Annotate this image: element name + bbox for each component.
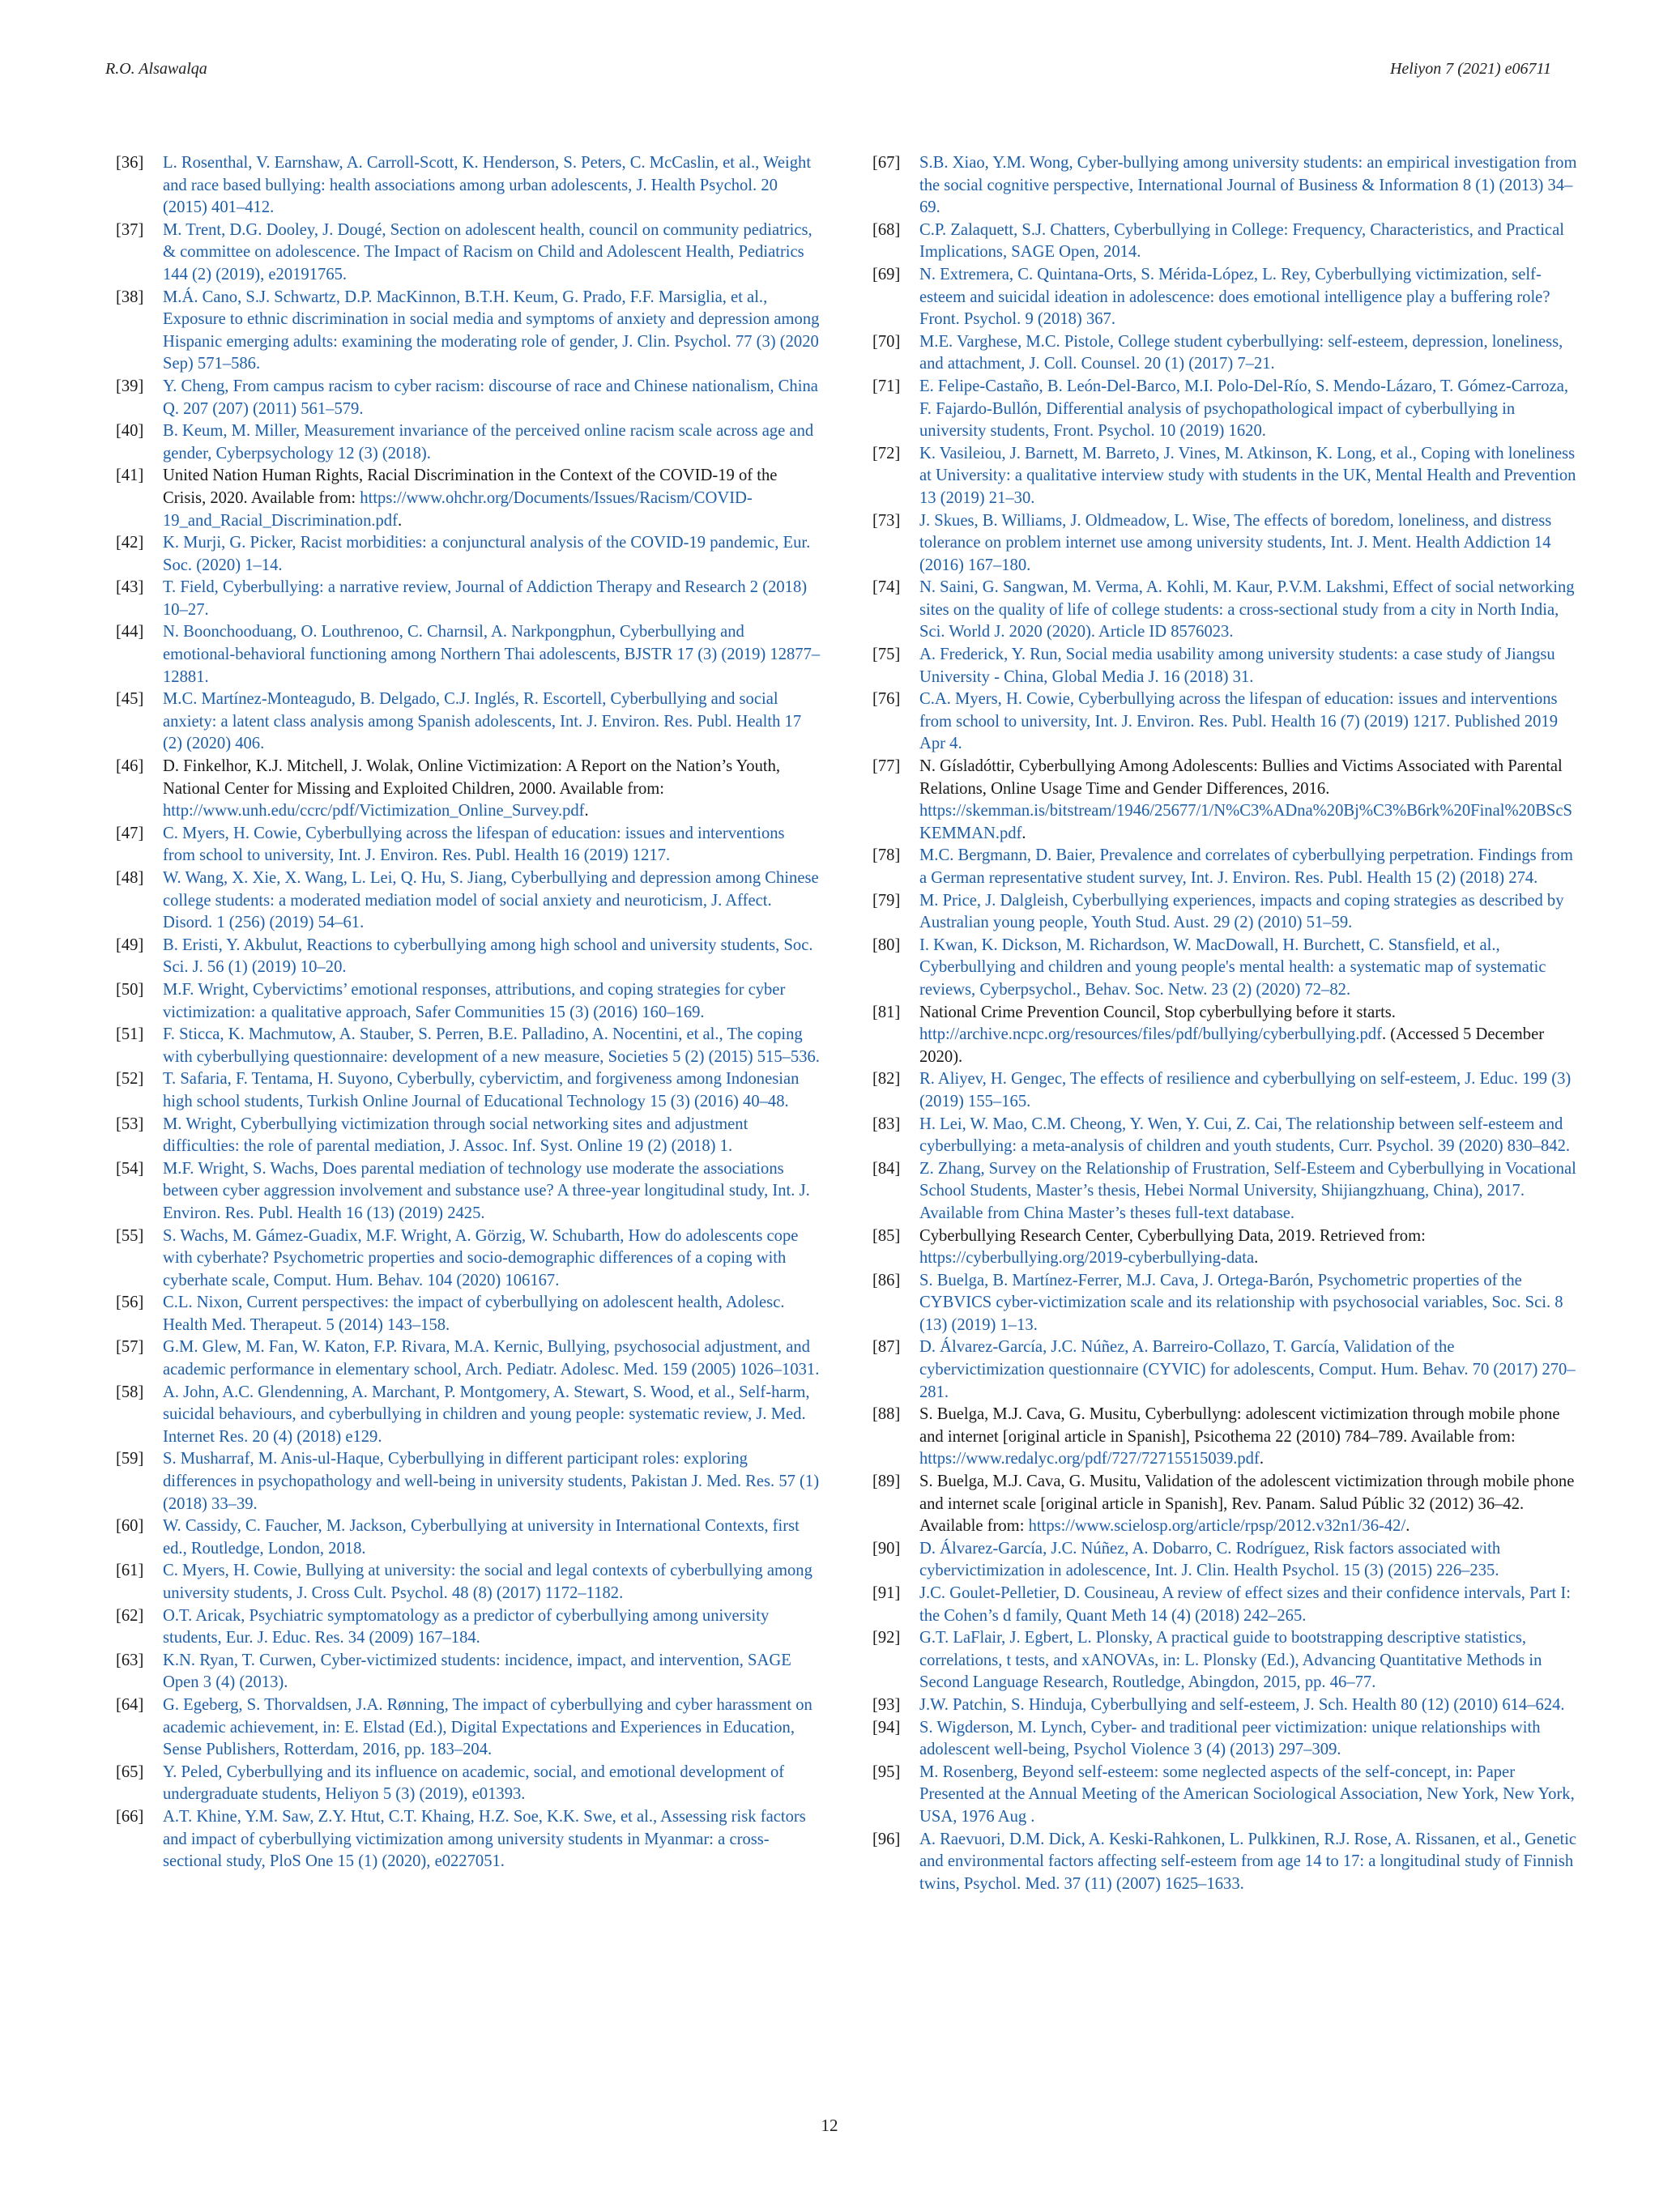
reference-text bbox=[919, 1829, 1577, 1896]
reference-citation[interactable]: S. Buelga, B. Martínez-Ferrer, M.J. Cava, J. Ortega-Barón, Psychometric properties of the CYBVICS cyber-victimization scale and its relationship with psychosocial variables, Soc. Sci. 8 (13) (2019) 1–13. bbox=[919, 1271, 1563, 1334]
reference-item[interactable] bbox=[872, 688, 1577, 756]
reference-item[interactable] bbox=[872, 1829, 1577, 1896]
reference-number: [41] bbox=[116, 467, 144, 485]
reference-citation[interactable]: W. Cassidy, C. Faucher, M. Jackson, Cyberbullying at university in International Contexts, first ed., Routledge, London, 2018. bbox=[163, 1517, 800, 1558]
reference-number: [65] bbox=[116, 1762, 144, 1781]
reference-number: [52] bbox=[116, 1070, 144, 1089]
reference-number: [73] bbox=[872, 511, 901, 530]
reference-text bbox=[919, 1404, 1577, 1471]
page-number: 12 bbox=[821, 2116, 838, 2135]
reference-citation[interactable]: M. Price, J. Dalgleish, Cyberbullying experiences, impacts and coping strategies as described by Australian young people, Youth Stud. Aust. 29 (2) (2010) 51–59. bbox=[919, 891, 1564, 932]
reference-number: [87] bbox=[872, 1338, 901, 1357]
reference-text bbox=[163, 1336, 821, 1381]
reference-item[interactable] bbox=[116, 1448, 821, 1515]
reference-number: [83] bbox=[872, 1115, 901, 1133]
reference-item[interactable] bbox=[116, 1560, 821, 1605]
reference-number: [51] bbox=[116, 1025, 144, 1044]
reference-item[interactable] bbox=[116, 1336, 821, 1381]
reference-item[interactable] bbox=[116, 1694, 821, 1762]
reference-item[interactable] bbox=[872, 1068, 1577, 1113]
reference-text bbox=[919, 688, 1577, 756]
reference-text bbox=[919, 890, 1577, 935]
reference-citation[interactable]: K.N. Ryan, T. Curwen, Cyber-victimized students: incidence, impact, and intervention, SAGE Open 3 (4) (2013). bbox=[163, 1651, 791, 1692]
reference-number: [81] bbox=[872, 1003, 901, 1021]
reference-number: [60] bbox=[116, 1517, 144, 1536]
reference-number: [57] bbox=[116, 1338, 144, 1357]
reference-number: [62] bbox=[116, 1606, 144, 1625]
reference-citation[interactable]: J.W. Patchin, S. Hinduja, Cyberbullying and self-esteem, J. Sch. Health 80 (12) (2010) 614–624. bbox=[919, 1695, 1565, 1714]
reference-number: [68] bbox=[872, 220, 901, 239]
reference-number: [88] bbox=[872, 1405, 901, 1424]
reference-text bbox=[163, 1515, 821, 1560]
reference-item[interactable] bbox=[116, 867, 821, 935]
reference-citation[interactable]: C.L. Nixon, Current perspectives: the impact of cyberbullying on adolescent health, Adolesc. Health Med. Therapeut. 5 (2014) 143–158. bbox=[163, 1294, 785, 1334]
reference-item[interactable] bbox=[116, 219, 821, 287]
reference-citation[interactable]: A. John, A.C. Glendenning, A. Marchant, P. Montgomery, A. Stewart, S. Wood, et al., Self-harm, suicidal behaviours, and cyberbullying in children and young people: systematic review, J. Med. Internet Res. 20 (4) (2018) e129. bbox=[163, 1383, 810, 1446]
reference-item[interactable] bbox=[872, 219, 1577, 264]
reference-number: [69] bbox=[872, 265, 901, 283]
reference-tail: . bbox=[397, 511, 403, 530]
reference-item[interactable] bbox=[872, 443, 1577, 510]
reference-citation[interactable]: M. Wright, Cyberbullying victimization through social networking sites and adjustment difficulties: the role of parental mediation, J. Assoc. Inf. Syst. Online 19 (2) (2018) 1. bbox=[163, 1115, 748, 1156]
reference-number: [91] bbox=[872, 1584, 901, 1602]
reference-number: [84] bbox=[872, 1159, 901, 1178]
reference-citation[interactable]: C. Myers, H. Cowie, Bullying at university: the social and legal contexts of cyberbullying among university students, J. Cross Cult. Psychol. 48 (8) (2017) 1172–1182. bbox=[163, 1562, 812, 1602]
reference-url-link[interactable]: http://archive.ncpc.org/resources/files/pdf/bullying/cyberbullying.pdf bbox=[919, 1025, 1382, 1044]
reference-citation: National Crime Prevention Council, Stop cyberbullying before it starts. bbox=[919, 1003, 1396, 1021]
reference-citation[interactable]: M.F. Wright, S. Wachs, Does parental mediation of technology use moderate the associations between cyber aggression involvement and substance use? A three-year longitudinal study, Int. J. Environ. Res. Publ. Health 16 (13) (2019) 2425. bbox=[163, 1159, 810, 1222]
reference-item[interactable] bbox=[872, 1114, 1577, 1158]
reference-citation[interactable]: C.A. Myers, H. Cowie, Cyberbullying across the lifespan of education: issues and interventions from school to university, Int. J. Environ. Res. Publ. Health 16 (7) (2019) 1217. Published 2019 Apr 4. bbox=[919, 690, 1559, 753]
reference-citation[interactable]: S. Musharraf, M. Anis-ul-Haque, Cyberbullying in different participant roles: exploring differences in psychopathology and well-being in university students, Pakistan J. Med. Res. 57 (1) (2018) 33–39. bbox=[163, 1450, 820, 1513]
reference-item[interactable] bbox=[116, 688, 821, 756]
reference-number: [78] bbox=[872, 846, 901, 865]
reference-citation: D. Finkelhor, K.J. Mitchell, J. Wolak, Online Victimization: A Report on the Nation’s Youth, National Center for Missing and Exploited Children, 2000. Available from: bbox=[163, 757, 781, 798]
reference-citation[interactable]: S. Wigderson, M. Lynch, Cyber- and traditional peer victimization: unique relationships with adolescent well-being, Psychol Violence 3 (4) (2013) 297–309. bbox=[919, 1718, 1541, 1759]
reference-number: [39] bbox=[116, 377, 144, 395]
reference-text bbox=[163, 420, 821, 465]
reference-item[interactable] bbox=[116, 1292, 821, 1336]
reference-citation[interactable]: D. Álvarez-García, J.C. Núñez, A. Barreiro-Collazo, T. García, Validation of the cybervictimization questionnaire (CYVIC) for adolescents, Comput. Hum. Behav. 70 (2017) 270–281. bbox=[919, 1338, 1576, 1401]
reference-citation[interactable]: G.M. Glew, M. Fan, W. Katon, F.P. Rivara, M.A. Kernic, Bullying, psychosocial adjustment, and academic performance in elementary school, Arch. Pediatr. Adolesc. Med. 159 (2005) 1026–1031. bbox=[163, 1338, 820, 1379]
reference-text bbox=[919, 1627, 1577, 1694]
reference-number: [71] bbox=[872, 377, 901, 395]
reference-number: [59] bbox=[116, 1450, 144, 1468]
reference-item[interactable] bbox=[872, 264, 1577, 331]
reference-citation[interactable]: C.P. Zalaquett, S.J. Chatters, Cyberbullying in College: Frequency, Characteristics, and Practical Implications, SAGE Open, 2014. bbox=[919, 220, 1564, 262]
reference-text bbox=[163, 1694, 821, 1762]
reference-citation[interactable]: O.T. Aricak, Psychiatric symptomatology as a predictor of cyberbullying among university students, Eur. J. Educ. Res. 34 (2009) 167–184. bbox=[163, 1606, 770, 1647]
reference-item[interactable] bbox=[116, 532, 821, 577]
reference-item[interactable] bbox=[872, 1583, 1577, 1627]
reference-citation: S. Buelga, M.J. Cava, G. Musitu, Validation of the adolescent victimization through mobile phone and internet scale [original article in Spanish], Rev. Panam. Salud Públic 32 (2012) 36–42. Available from: bbox=[919, 1473, 1575, 1536]
reference-text bbox=[919, 331, 1577, 376]
header-author: R.O. Alsawalqa bbox=[105, 60, 207, 78]
reference-number: [94] bbox=[872, 1718, 901, 1737]
reference-item[interactable] bbox=[872, 890, 1577, 935]
reference-citation[interactable]: M.C. Martínez-Monteagudo, B. Delgado, C.J. Inglés, R. Escortell, Cyberbullying and social anxiety: a latent class analysis among Spanish adolescents, Int. J. Environ. Res. Publ. Health 17 (2) (2020) 406. bbox=[163, 690, 802, 753]
reference-number: [92] bbox=[872, 1629, 901, 1647]
reference-item[interactable] bbox=[872, 644, 1577, 688]
reference-text bbox=[163, 935, 821, 979]
reference-text bbox=[163, 1158, 821, 1225]
reference-number: [93] bbox=[872, 1695, 901, 1714]
reference-text bbox=[163, 688, 821, 756]
reference-text bbox=[919, 376, 1577, 443]
reference-item[interactable] bbox=[116, 1225, 821, 1293]
reference-number: [75] bbox=[872, 646, 901, 664]
reference-citation[interactable]: Z. Zhang, Survey on the Relationship of Frustration, Self-Esteem and Cyberbullying in Vocational School Students, Master’s thesis, Hebei Normal University, Shijiangzhuang, China), 2017. Available from China Master’s theses full-text database. bbox=[919, 1159, 1576, 1222]
running-header bbox=[105, 60, 1551, 86]
reference-item bbox=[872, 756, 1577, 845]
reference-citation[interactable]: J. Skues, B. Williams, J. Oldmeadow, L. Wise, The effects of boredom, loneliness, and distress tolerance on problem internet use among university students, Int. J. Ment. Health Addiction 14 (2016) 167–180. bbox=[919, 511, 1552, 574]
reference-number: [74] bbox=[872, 578, 901, 597]
reference-citation[interactable]: K. Vasileiou, J. Barnett, M. Barreto, J. Vines, M. Atkinson, K. Long, et al., Coping with loneliness at University: a qualitative interview study with students in the UK, Mental Health and Prevention 13 (2019) 21–30. bbox=[919, 444, 1576, 507]
reference-item[interactable] bbox=[116, 1806, 821, 1873]
reference-text bbox=[919, 1471, 1577, 1538]
reference-text bbox=[919, 1694, 1577, 1717]
reference-citation[interactable]: A. Raevuori, D.M. Dick, A. Keski-Rahkonen, L. Pulkkinen, R.J. Rose, A. Rissanen, et al., Genetic and environmental factors affecting self-esteem from age 14 to 17: a longitudinal study of Finnish twins, Psychol. Med. 37 (11) (2007) 1625–1633. bbox=[919, 1830, 1577, 1893]
reference-citation[interactable]: M.E. Varghese, M.C. Pistole, College student cyberbullying: self-esteem, depression, loneliness, and attachment, J. Coll. Counsel. 20 (1) (2017) 7–21. bbox=[919, 332, 1563, 373]
reference-number: [72] bbox=[872, 444, 901, 462]
reference-item[interactable] bbox=[116, 420, 821, 465]
reference-text bbox=[163, 621, 821, 688]
reference-item[interactable] bbox=[872, 510, 1577, 578]
reference-tail: . bbox=[1254, 1249, 1259, 1268]
reference-text bbox=[163, 979, 821, 1024]
reference-item[interactable] bbox=[116, 621, 821, 688]
reference-text bbox=[163, 219, 821, 287]
reference-text bbox=[163, 1560, 821, 1605]
reference-citation[interactable]: B. Eristi, Y. Akbulut, Reactions to cyberbullying among high school and university students, Soc. Sci. J. 56 (1) (2019) 10–20. bbox=[163, 936, 813, 977]
reference-number: [61] bbox=[116, 1562, 144, 1580]
reference-number: [85] bbox=[872, 1226, 901, 1245]
reference-item[interactable] bbox=[116, 287, 821, 376]
reference-number: [86] bbox=[872, 1271, 901, 1289]
reference-citation[interactable]: E. Felipe-Castaño, B. León-Del-Barco, M.I. Polo-Del-Río, S. Mendo-Lázaro, T. Gómez-Carroza, F. Fajardo-Bullón, Differential analysis of psychopathological impact of cyberbullying in university students, Front. Psychol. 10 (2019) 1620. bbox=[919, 377, 1569, 441]
reference-citation[interactable]: T. Safaria, F. Tentama, H. Suyono, Cyberbully, cybervictim, and forgiveness among Indonesian high school students, Turkish Online Journal of Educational Technology 15 (3) (2016) 40–48. bbox=[163, 1070, 800, 1110]
reference-text bbox=[919, 1583, 1577, 1627]
reference-text bbox=[919, 1114, 1577, 1158]
reference-citation[interactable]: G.T. LaFlair, J. Egbert, L. Plonsky, A practical guide to bootstrapping descriptive statistics, correlations, t tests, and xANOVAs, in: L. Plonsky (Ed.), Advancing Quantitative Methods in Second Language Research, Routledge, Abingdon, 2015, pp. 46–77. bbox=[919, 1629, 1542, 1692]
reference-text bbox=[919, 935, 1577, 1002]
reference-text bbox=[919, 1336, 1577, 1404]
reference-number: [54] bbox=[116, 1159, 144, 1178]
reference-citation[interactable]: A.T. Khine, Y.M. Saw, Z.Y. Htut, C.T. Khaing, H.Z. Soe, K.K. Swe, et al., Assessing risk factors and impact of cyberbullying victimization among university students in Myanmar: a cross-sectional study, PloS One 15 (1) (2020), e0227051. bbox=[163, 1807, 806, 1871]
reference-text bbox=[919, 845, 1577, 889]
reference-text bbox=[163, 376, 821, 420]
reference-text bbox=[919, 152, 1577, 219]
reference-citation[interactable]: B. Keum, M. Miller, Measurement invariance of the perceived online racism scale across age and gender, Cyberpsychology 12 (3) (2018). bbox=[163, 422, 814, 462]
reference-item[interactable] bbox=[116, 1762, 821, 1806]
reference-citation[interactable]: A. Frederick, Y. Run, Social media usability among university students: a case study of Jiangsu University - China, Global Media J. 16 (2018) 31. bbox=[919, 646, 1555, 686]
reference-item[interactable] bbox=[872, 376, 1577, 443]
reference-item[interactable] bbox=[872, 1717, 1577, 1762]
reference-item[interactable] bbox=[872, 152, 1577, 219]
reference-url-link[interactable]: https://www.redalyc.org/pdf/727/72715515039.pdf bbox=[919, 1450, 1260, 1468]
reference-citation[interactable]: G. Egeberg, S. Thorvaldsen, J.A. Rønning, The impact of cyberbullying and cyber harassment on academic achievement, in: E. Elstad (Ed.), Digital Expectations and Experiences in Education, Sense Publishers, Rotterdam, 2016, pp. 183–204. bbox=[163, 1695, 812, 1759]
reference-text bbox=[163, 1806, 821, 1873]
reference-text bbox=[919, 264, 1577, 331]
reference-text bbox=[163, 1650, 821, 1694]
reference-number: [46] bbox=[116, 757, 144, 776]
reference-number: [44] bbox=[116, 623, 144, 641]
reference-citation[interactable]: M. Trent, D.G. Dooley, J. Dougé, Section on adolescent health, council on community pediatrics, & committee on adolescence. The Impact of Racism on Child and Adolescent Health, Pediatrics 144 (2) (2019), e20191765. bbox=[163, 220, 812, 283]
reference-text bbox=[163, 577, 821, 621]
reference-citation: S. Buelga, M.J. Cava, G. Musitu, Cyberbullyng: adolescent victimization through mobile phone and internet [original article in Spanish], Psicothema 22 (2010) 784–789. Available from: bbox=[919, 1405, 1560, 1446]
reference-item[interactable] bbox=[872, 1158, 1577, 1225]
reference-text bbox=[919, 1538, 1577, 1583]
reference-citation[interactable]: K. Murji, G. Picker, Racist morbidities: a conjunctural analysis of the COVID-19 pandemic, Eur. Soc. (2020) 1–14. bbox=[163, 534, 811, 574]
reference-item[interactable] bbox=[872, 1762, 1577, 1829]
reference-citation[interactable]: S.B. Xiao, Y.M. Wong, Cyber-bullying among university students: an empirical investigation from the social cognitive perspective, International Journal of Business & Information 8 (1) (2013) 34–69. bbox=[919, 154, 1577, 217]
reference-item[interactable] bbox=[116, 577, 821, 621]
reference-url-link[interactable]: https://www.scielosp.org/article/rpsp/2012.v32n1/36-42/ bbox=[1028, 1517, 1406, 1536]
reference-number: [95] bbox=[872, 1762, 901, 1781]
reference-text bbox=[919, 577, 1577, 644]
reference-number: [50] bbox=[116, 980, 144, 999]
reference-tail: . bbox=[1021, 824, 1026, 842]
reference-item[interactable] bbox=[116, 376, 821, 420]
reference-citation[interactable]: N. Boonchooduang, O. Louthrenoo, C. Charnsil, A. Narkpongphun, Cyberbullying and emotional-behavioral functioning among Northern Thai adolescents, BJSTR 17 (3) (2019) 12877–12881. bbox=[163, 623, 821, 686]
reference-citation: N. Gísladóttir, Cyberbullying Among Adolescents: Bullies and Victims Associated with Parental Relations, Online Usage Time and Gender Differences, 2016. bbox=[919, 757, 1563, 798]
reference-tail: . (Accessed 5 December 2020). bbox=[919, 1025, 1545, 1066]
references-left-column bbox=[116, 152, 821, 1873]
reference-item[interactable] bbox=[116, 1515, 821, 1560]
reference-number: [47] bbox=[116, 824, 144, 842]
reference-tail: . bbox=[1405, 1517, 1410, 1536]
reference-citation[interactable]: I. Kwan, K. Dickson, M. Richardson, W. MacDowall, H. Burchett, C. Stansfield, et al., Cyberbullying and children and young people's mental health: a systematic map of systematic reviews, Cyberpsychol., Behav. Soc. Netw. 23 (2) (2020) 72–82. bbox=[919, 936, 1546, 999]
reference-citation[interactable]: T. Field, Cyberbullying: a narrative review, Journal of Addiction Therapy and Research 2 (2018) 10–27. bbox=[163, 578, 808, 619]
reference-citation[interactable]: N. Saini, G. Sangwan, M. Verma, A. Kohli, M. Kaur, P.V.M. Lakshmi, Effect of social networking sites on the quality of life of college students: a cross-sectional study from a city in North India, Sci. World J. 2020 (2020). Article ID 8576023. bbox=[919, 578, 1575, 641]
header-journal: Heliyon 7 (2021) e06711 bbox=[1389, 60, 1551, 78]
reference-text bbox=[163, 867, 821, 935]
reference-number: [77] bbox=[872, 757, 901, 776]
reference-number: [66] bbox=[116, 1807, 144, 1826]
reference-citation[interactable]: W. Wang, X. Xie, X. Wang, L. Lei, Q. Hu, S. Jiang, Cyberbullying and depression among Chinese college students: a moderated mediation model of social anxiety and neuroticism, J. Affect. Disord. 1 (256) (2019) 54–61. bbox=[163, 869, 819, 932]
reference-item[interactable] bbox=[872, 935, 1577, 1002]
reference-number: [82] bbox=[872, 1070, 901, 1089]
reference-item bbox=[872, 1471, 1577, 1538]
reference-item bbox=[872, 1225, 1577, 1270]
reference-citation[interactable]: N. Extremera, C. Quintana-Orts, S. Mérida-López, L. Rey, Cyberbullying victimization, self-esteem and suicidal ideation in adolescence: does emotional intelligence play a buffering role? Front. Psychol. 9 (2018) 367. bbox=[919, 265, 1550, 329]
reference-number: [58] bbox=[116, 1383, 144, 1401]
reference-text bbox=[163, 1762, 821, 1806]
references-right-column bbox=[872, 152, 1577, 1895]
reference-number: [64] bbox=[116, 1695, 144, 1714]
reference-citation[interactable]: Y. Peled, Cyberbullying and its influence on academic, social, and emotional development of undergraduate students, Heliyon 5 (3) (2019), e01393. bbox=[163, 1762, 785, 1804]
reference-citation[interactable]: Y. Cheng, From campus racism to cyber racism: discourse of race and Chinese nationalism, China Q. 207 (207) (2011) 561–579. bbox=[163, 377, 818, 418]
reference-item[interactable] bbox=[872, 1627, 1577, 1694]
reference-text bbox=[919, 1717, 1577, 1762]
reference-number: [40] bbox=[116, 422, 144, 441]
reference-text bbox=[163, 756, 821, 823]
reference-citation[interactable]: F. Sticca, K. Machmutow, A. Stauber, S. Perren, B.E. Palladino, A. Nocentini, et al., The coping with cyberbullying questionnaire: development of a new measure, Societies 5 (2) (2015) 515–536. bbox=[163, 1025, 820, 1066]
reference-text bbox=[163, 823, 821, 867]
reference-url-link[interactable]: https://skemman.is/bitstream/1946/25677/1/N%C3%ADna%20Bj%C3%B6rk%20Final%20BScSKEMMAN.pdf bbox=[919, 802, 1572, 842]
reference-item[interactable] bbox=[116, 1024, 821, 1068]
reference-item[interactable] bbox=[116, 979, 821, 1024]
reference-item[interactable] bbox=[872, 577, 1577, 644]
reference-text bbox=[163, 1605, 821, 1650]
reference-text bbox=[919, 1225, 1577, 1270]
reference-url-link[interactable]: https://cyberbullying.org/2019-cyberbullying-data bbox=[919, 1249, 1255, 1268]
reference-item[interactable] bbox=[872, 845, 1577, 889]
reference-citation: Cyberbullying Research Center, Cyberbullying Data, 2019. Retrieved from: bbox=[919, 1226, 1426, 1245]
reference-item[interactable] bbox=[872, 331, 1577, 376]
reference-item[interactable] bbox=[872, 1694, 1577, 1717]
reference-url-link[interactable]: https://www.ohchr.org/Documents/Issues/Racism/COVID-19_and_Racial_Discrimination.pdf bbox=[163, 488, 753, 530]
reference-item[interactable] bbox=[116, 935, 821, 979]
reference-number: [70] bbox=[872, 332, 901, 351]
reference-text bbox=[919, 756, 1577, 845]
reference-item[interactable] bbox=[116, 1650, 821, 1694]
reference-text bbox=[163, 152, 821, 219]
reference-text bbox=[163, 287, 821, 376]
reference-number: [63] bbox=[116, 1651, 144, 1669]
reference-number: [49] bbox=[116, 936, 144, 954]
reference-citation[interactable]: M. Rosenberg, Beyond self-esteem: some neglected aspects of the self-concept, in: Paper Presented at the Annual Meeting of the American Sociological Association, New York, New York, USA, 1976 Aug . bbox=[919, 1762, 1575, 1826]
reference-tail: . bbox=[1259, 1450, 1264, 1468]
reference-citation[interactable]: D. Álvarez-García, J.C. Núñez, A. Dobarro, C. Rodríguez, Risk factors associated with cybervictimization in adolescence, Int. J. Clin. Health Psychol. 15 (3) (2015) 226–235. bbox=[919, 1539, 1501, 1580]
reference-number: [90] bbox=[872, 1539, 901, 1558]
reference-item bbox=[872, 1002, 1577, 1069]
reference-number: [53] bbox=[116, 1115, 144, 1133]
reference-text bbox=[919, 1762, 1577, 1829]
reference-citation: United Nation Human Rights, Racial Discrimination in the Context of the COVID-19 of the Crisis, 2020. Available from: bbox=[163, 467, 778, 507]
reference-number: [56] bbox=[116, 1294, 144, 1312]
reference-text bbox=[919, 1158, 1577, 1225]
reference-citation[interactable]: M.F. Wright, Cybervictims’ emotional responses, attributions, and coping strategies for cyber victimization: a qualitative approach, Safer Communities 15 (3) (2016) 160–169. bbox=[163, 980, 786, 1021]
reference-number: [43] bbox=[116, 578, 144, 597]
reference-number: [45] bbox=[116, 690, 144, 709]
reference-text bbox=[919, 1068, 1577, 1113]
reference-citation[interactable]: R. Aliyev, H. Gengec, The effects of resilience and cyberbullying on self-esteem, J. Educ. 199 (3) (2019) 155–165. bbox=[919, 1070, 1572, 1110]
reference-citation[interactable]: M.C. Bergmann, D. Baier, Prevalence and correlates of cyberbullying perpetration. Findings from a German representative student survey, Int. J. Environ. Res. Publ. Health 15 (2) (2018) 274. bbox=[919, 846, 1573, 887]
reference-item bbox=[116, 756, 821, 823]
reference-item[interactable] bbox=[872, 1336, 1577, 1404]
reference-text bbox=[919, 443, 1577, 510]
reference-text bbox=[163, 1448, 821, 1515]
reference-tail: . bbox=[584, 802, 589, 820]
reference-item[interactable] bbox=[116, 1382, 821, 1449]
reference-number: [76] bbox=[872, 690, 901, 709]
reference-number: [67] bbox=[872, 154, 901, 172]
reference-text bbox=[919, 1002, 1577, 1069]
reference-number: [42] bbox=[116, 534, 144, 552]
reference-citation[interactable]: H. Lei, W. Mao, C.M. Cheong, Y. Wen, Y. Cui, Z. Cai, The relationship between self-esteem and cyberbullying: a meta-analysis of children and youth students, Curr. Psychol. 39 (2020) 830–842. bbox=[919, 1115, 1571, 1156]
reference-text bbox=[163, 1292, 821, 1336]
reference-number: [96] bbox=[872, 1830, 901, 1848]
reference-number: [80] bbox=[872, 936, 901, 954]
reference-citation[interactable]: S. Wachs, M. Gámez-Guadix, M.F. Wright, A. Görzig, W. Schubarth, How do adolescents cope with cyberhate? Psychometric properties and socio-demographic differences of a coping with cyberhate scale, Comput. Hum. Behav. 104 (2020) 106167. bbox=[163, 1226, 799, 1289]
reference-text bbox=[163, 1068, 821, 1113]
reference-number: [55] bbox=[116, 1226, 144, 1245]
reference-text bbox=[163, 1382, 821, 1449]
reference-number: [38] bbox=[116, 288, 144, 306]
reference-citation[interactable]: J.C. Goulet-Pelletier, D. Cousineau, A review of effect sizes and their confidence intervals, Part I: the Cohen’s d family, Quant Meth 14 (4) (2018) 242–265. bbox=[919, 1584, 1571, 1625]
reference-text bbox=[919, 219, 1577, 264]
reference-text bbox=[163, 1024, 821, 1068]
reference-item bbox=[872, 1404, 1577, 1471]
reference-item[interactable] bbox=[872, 1538, 1577, 1583]
reference-item bbox=[116, 465, 821, 532]
reference-text bbox=[919, 1270, 1577, 1337]
reference-number: [79] bbox=[872, 891, 901, 910]
reference-number: [37] bbox=[116, 220, 144, 239]
reference-citation[interactable]: M.Á. Cano, S.J. Schwartz, D.P. MacKinnon, B.T.H. Keum, G. Prado, F.F. Marsiglia, et al., Exposure to ethnic discrimination in social media and symptoms of anxiety and depression among Hispanic emerging adults: examining the moderating role of gender, J. Clin. Psychol. 77 (3) (2020 Sep) 571–586. bbox=[163, 288, 820, 373]
reference-url-link[interactable]: http://www.unh.edu/ccrc/pdf/Victimization_Online_Survey.pdf bbox=[163, 802, 585, 820]
reference-item[interactable] bbox=[116, 1114, 821, 1158]
reference-text bbox=[163, 532, 821, 577]
reference-number: [89] bbox=[872, 1473, 901, 1491]
reference-item[interactable] bbox=[116, 1068, 821, 1113]
reference-text bbox=[163, 1114, 821, 1158]
reference-text bbox=[919, 644, 1577, 688]
reference-citation[interactable]: C. Myers, H. Cowie, Cyberbullying across the lifespan of education: issues and interventions from school to university, Int. J. Environ. Res. Publ. Health 16 (2019) 1217. bbox=[163, 824, 785, 865]
reference-text bbox=[919, 510, 1577, 578]
reference-number: [48] bbox=[116, 869, 144, 887]
reference-citation[interactable]: L. Rosenthal, V. Earnshaw, A. Carroll-Scott, K. Henderson, S. Peters, C. McCaslin, et al., Weight and race based bullying: health associations among urban adolescents, J. Health Psychol. 20 (2015) 401–412. bbox=[163, 154, 812, 217]
reference-item[interactable] bbox=[872, 1270, 1577, 1337]
reference-number: [36] bbox=[116, 154, 144, 172]
reference-text bbox=[163, 1225, 821, 1293]
reference-item[interactable] bbox=[116, 823, 821, 867]
reference-text bbox=[163, 465, 821, 532]
reference-item[interactable] bbox=[116, 152, 821, 219]
reference-item[interactable] bbox=[116, 1158, 821, 1225]
reference-item[interactable] bbox=[116, 1605, 821, 1650]
